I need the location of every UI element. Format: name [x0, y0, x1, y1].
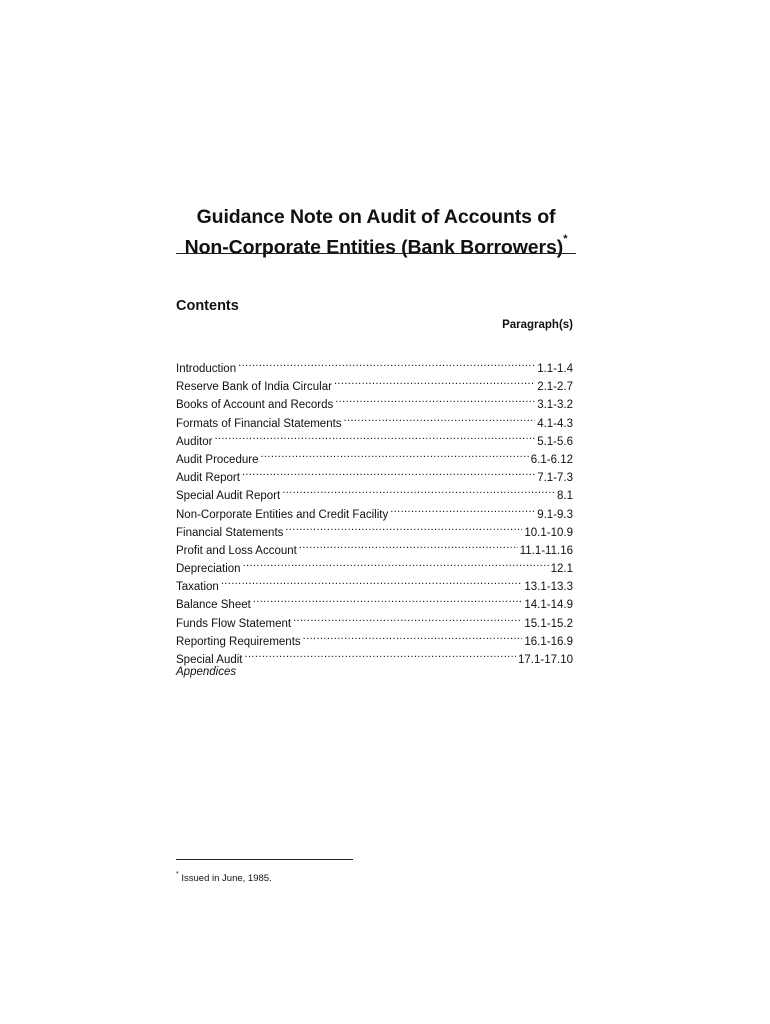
toc-entry-label: Financial Statements [176, 526, 284, 539]
toc-entry [176, 445, 573, 466]
title-line-1: Guidance Note on Audit of Accounts of [196, 206, 556, 228]
toc-entry-label: Introduction [176, 363, 237, 375]
toc-dot-leader [243, 554, 549, 572]
title-line-2 [176, 230, 576, 261]
toc-entry-paragraphs: 14.1-14.9 [524, 599, 573, 612]
footnote-marker: * [176, 871, 179, 878]
footnote-divider [176, 859, 353, 860]
toc-dot-leader [344, 409, 536, 427]
toc-entry-label: Reserve Bank of India Circular [176, 381, 332, 394]
toc-entry-paragraphs: 12.1 [550, 563, 573, 576]
toc-entry-label: Audit Report [176, 472, 240, 485]
title-line-2-text: Non-Corporate Entities (Bank Borrowers) [184, 236, 564, 259]
toc-entry-paragraphs: 3.1-3.2 [537, 399, 573, 412]
toc-entry [176, 427, 573, 448]
toc-entry-label: Audit Procedure [176, 453, 259, 466]
toc-dot-leader [334, 372, 535, 390]
toc-entry-label: Special Audit [176, 654, 243, 666]
toc-entry-paragraphs: 5.1-5.6 [537, 435, 573, 448]
toc-dot-leader [242, 463, 535, 481]
toc-entry-paragraphs: 6.1-6.12 [530, 453, 573, 466]
toc-entry-paragraphs: 17.1-17.10 [518, 654, 573, 666]
footnote-text: Issued in June, 1985. [181, 873, 272, 885]
toc-entry [176, 572, 573, 594]
toc-dot-leader [238, 354, 535, 372]
toc-dot-leader [285, 518, 522, 536]
title-footnote-marker: * [563, 233, 568, 245]
contents-heading: Contents [176, 298, 239, 314]
toc-dot-leader [282, 481, 555, 499]
toc-dot-leader [390, 500, 535, 518]
toc-entry-label: Depreciation [176, 563, 241, 576]
toc-entry-paragraphs: 15.1-15.2 [524, 617, 573, 630]
toc-entry-paragraphs: 8.1 [557, 490, 573, 503]
toc-dot-leader [303, 627, 523, 645]
toc-entry-label: Formats of Financial Statements [176, 417, 342, 430]
toc-entry-paragraphs: 11.1-11.16 [519, 544, 573, 557]
toc-entry-label: Reporting Requirements [176, 635, 301, 648]
toc-dot-leader [214, 427, 535, 445]
toc-dot-leader [299, 536, 518, 554]
toc-entry-paragraphs: 7.1-7.3 [537, 472, 573, 485]
table-of-contents [176, 354, 573, 681]
toc-entry-paragraphs: 9.1-9.3 [537, 508, 573, 521]
toc-entry-paragraphs: 4.1-4.3 [537, 417, 573, 430]
toc-entry-label: Profit and Loss Account [176, 544, 297, 557]
footnote [176, 872, 272, 884]
toc-entry [176, 354, 573, 375]
appendices-label: Appendices [176, 666, 237, 679]
toc-entry-label: Taxation [176, 581, 219, 594]
toc-dot-leader [221, 572, 523, 590]
title-divider [176, 253, 576, 254]
toc-entry-paragraphs: 16.1-16.9 [524, 635, 573, 648]
toc-dot-leader [335, 390, 535, 408]
toc-entry-paragraphs: 1.1-1.4 [537, 363, 573, 375]
toc-entry-label: Balance Sheet [176, 599, 251, 612]
toc-dot-leader [245, 645, 517, 663]
toc-dot-leader [293, 609, 522, 627]
toc-entry-label: Special Audit Report [176, 490, 281, 503]
toc-dot-leader [260, 445, 528, 463]
toc-entry-label: Books of Account and Records [176, 399, 334, 412]
toc-entry [176, 590, 573, 612]
toc-entry-label: Non-Corporate Entities and Credit Facility [176, 508, 389, 521]
toc-dot-leader [253, 590, 523, 608]
toc-entry-label: Funds Flow Statement [176, 617, 292, 630]
toc-entry-label: Auditor [176, 435, 213, 448]
toc-entry-paragraphs: 13.1-13.3 [524, 581, 573, 594]
paragraphs-column-heading: Paragraph(s) [502, 319, 573, 331]
toc-entry-paragraphs: 2.1-2.7 [537, 381, 573, 394]
toc-entry-paragraphs: 10.1-10.9 [524, 526, 573, 539]
